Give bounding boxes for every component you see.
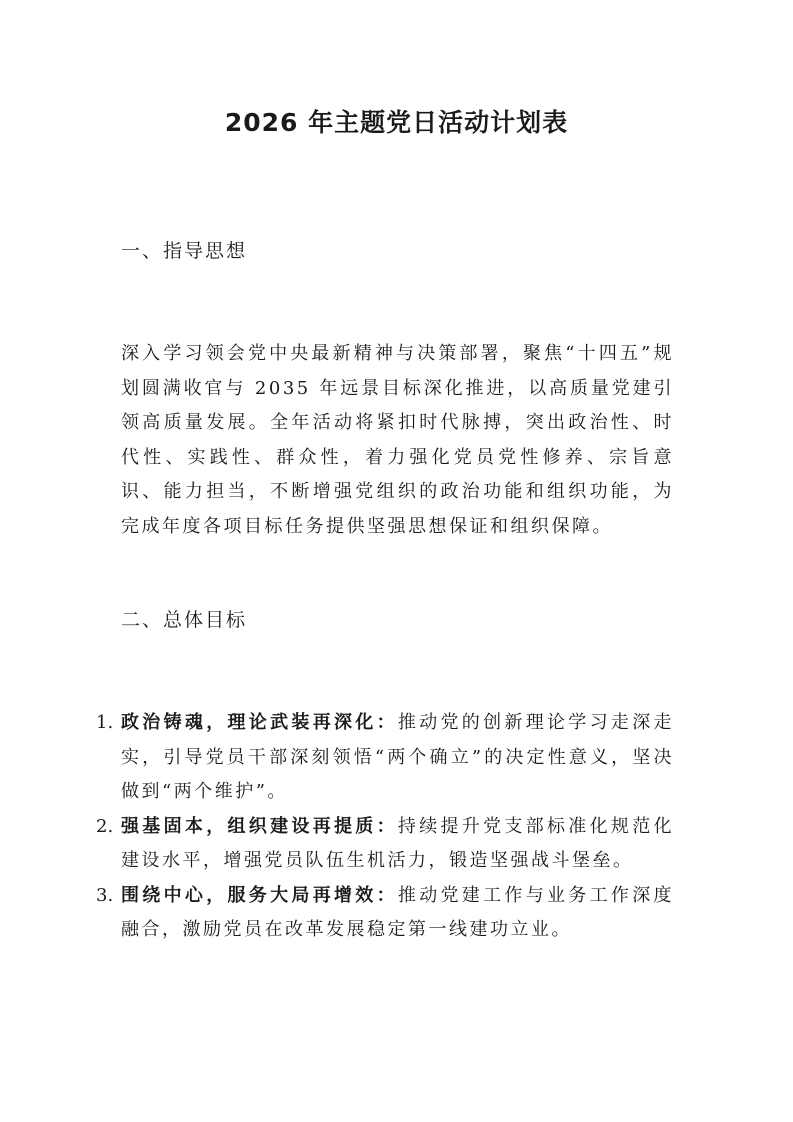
goal-item-3	[96, 879, 674, 948]
goals-list	[96, 706, 674, 948]
goal-body-text: 推动党的创新理论学习走深走实，引导党员干部深刻领悟“两个确立”的决定性意义，坚决做到“两个维护”。	[121, 712, 675, 802]
goal-item-1	[96, 706, 674, 810]
goal-body-text: 推动党建工作与业务工作深度融合，激励党员在改革发展稳定第一线建功立业。	[121, 884, 675, 940]
goal-number: 1.	[96, 712, 114, 733]
goal-body-text: 持续提升党支部标准化规范化建设水平，增强党员队伍生机活力，锻造坚强战斗堡垒。	[121, 815, 675, 871]
page-title: 2026 年主题党日活动计划表	[224, 108, 569, 137]
goal-lead-text: 政治铸魂，理论武装再深化：	[121, 712, 398, 733]
goal-lead-text: 围绕中心，服务大局再增效：	[121, 884, 398, 906]
guiding-thought-paragraph: 深入学习领会党中央最新精神与决策部署，聚焦“十四五”规划圆满收官与 2035 年远景目标深化推进，以高质量党建引领高质量发展。全年活动将紧扣时代脉搏，突出政治性、时代性、实践性、群众性，着力强化党员党性修养、宗旨意识、能力担当，不断增强党组织的政治功能和组织功能，为完成年度各项目标任务提供坚强思想保证和组织保障。	[121, 343, 674, 537]
goal-item-2	[96, 810, 674, 879]
goal-lead-text: 强基固本，组织建设再提质：	[121, 815, 398, 837]
goal-number: 2.	[96, 815, 114, 837]
section-heading-guiding-thought: 一、指导思想	[121, 240, 248, 262]
section-heading-overall-goals: 二、总体目标	[121, 609, 248, 631]
goal-number: 3.	[96, 884, 114, 906]
